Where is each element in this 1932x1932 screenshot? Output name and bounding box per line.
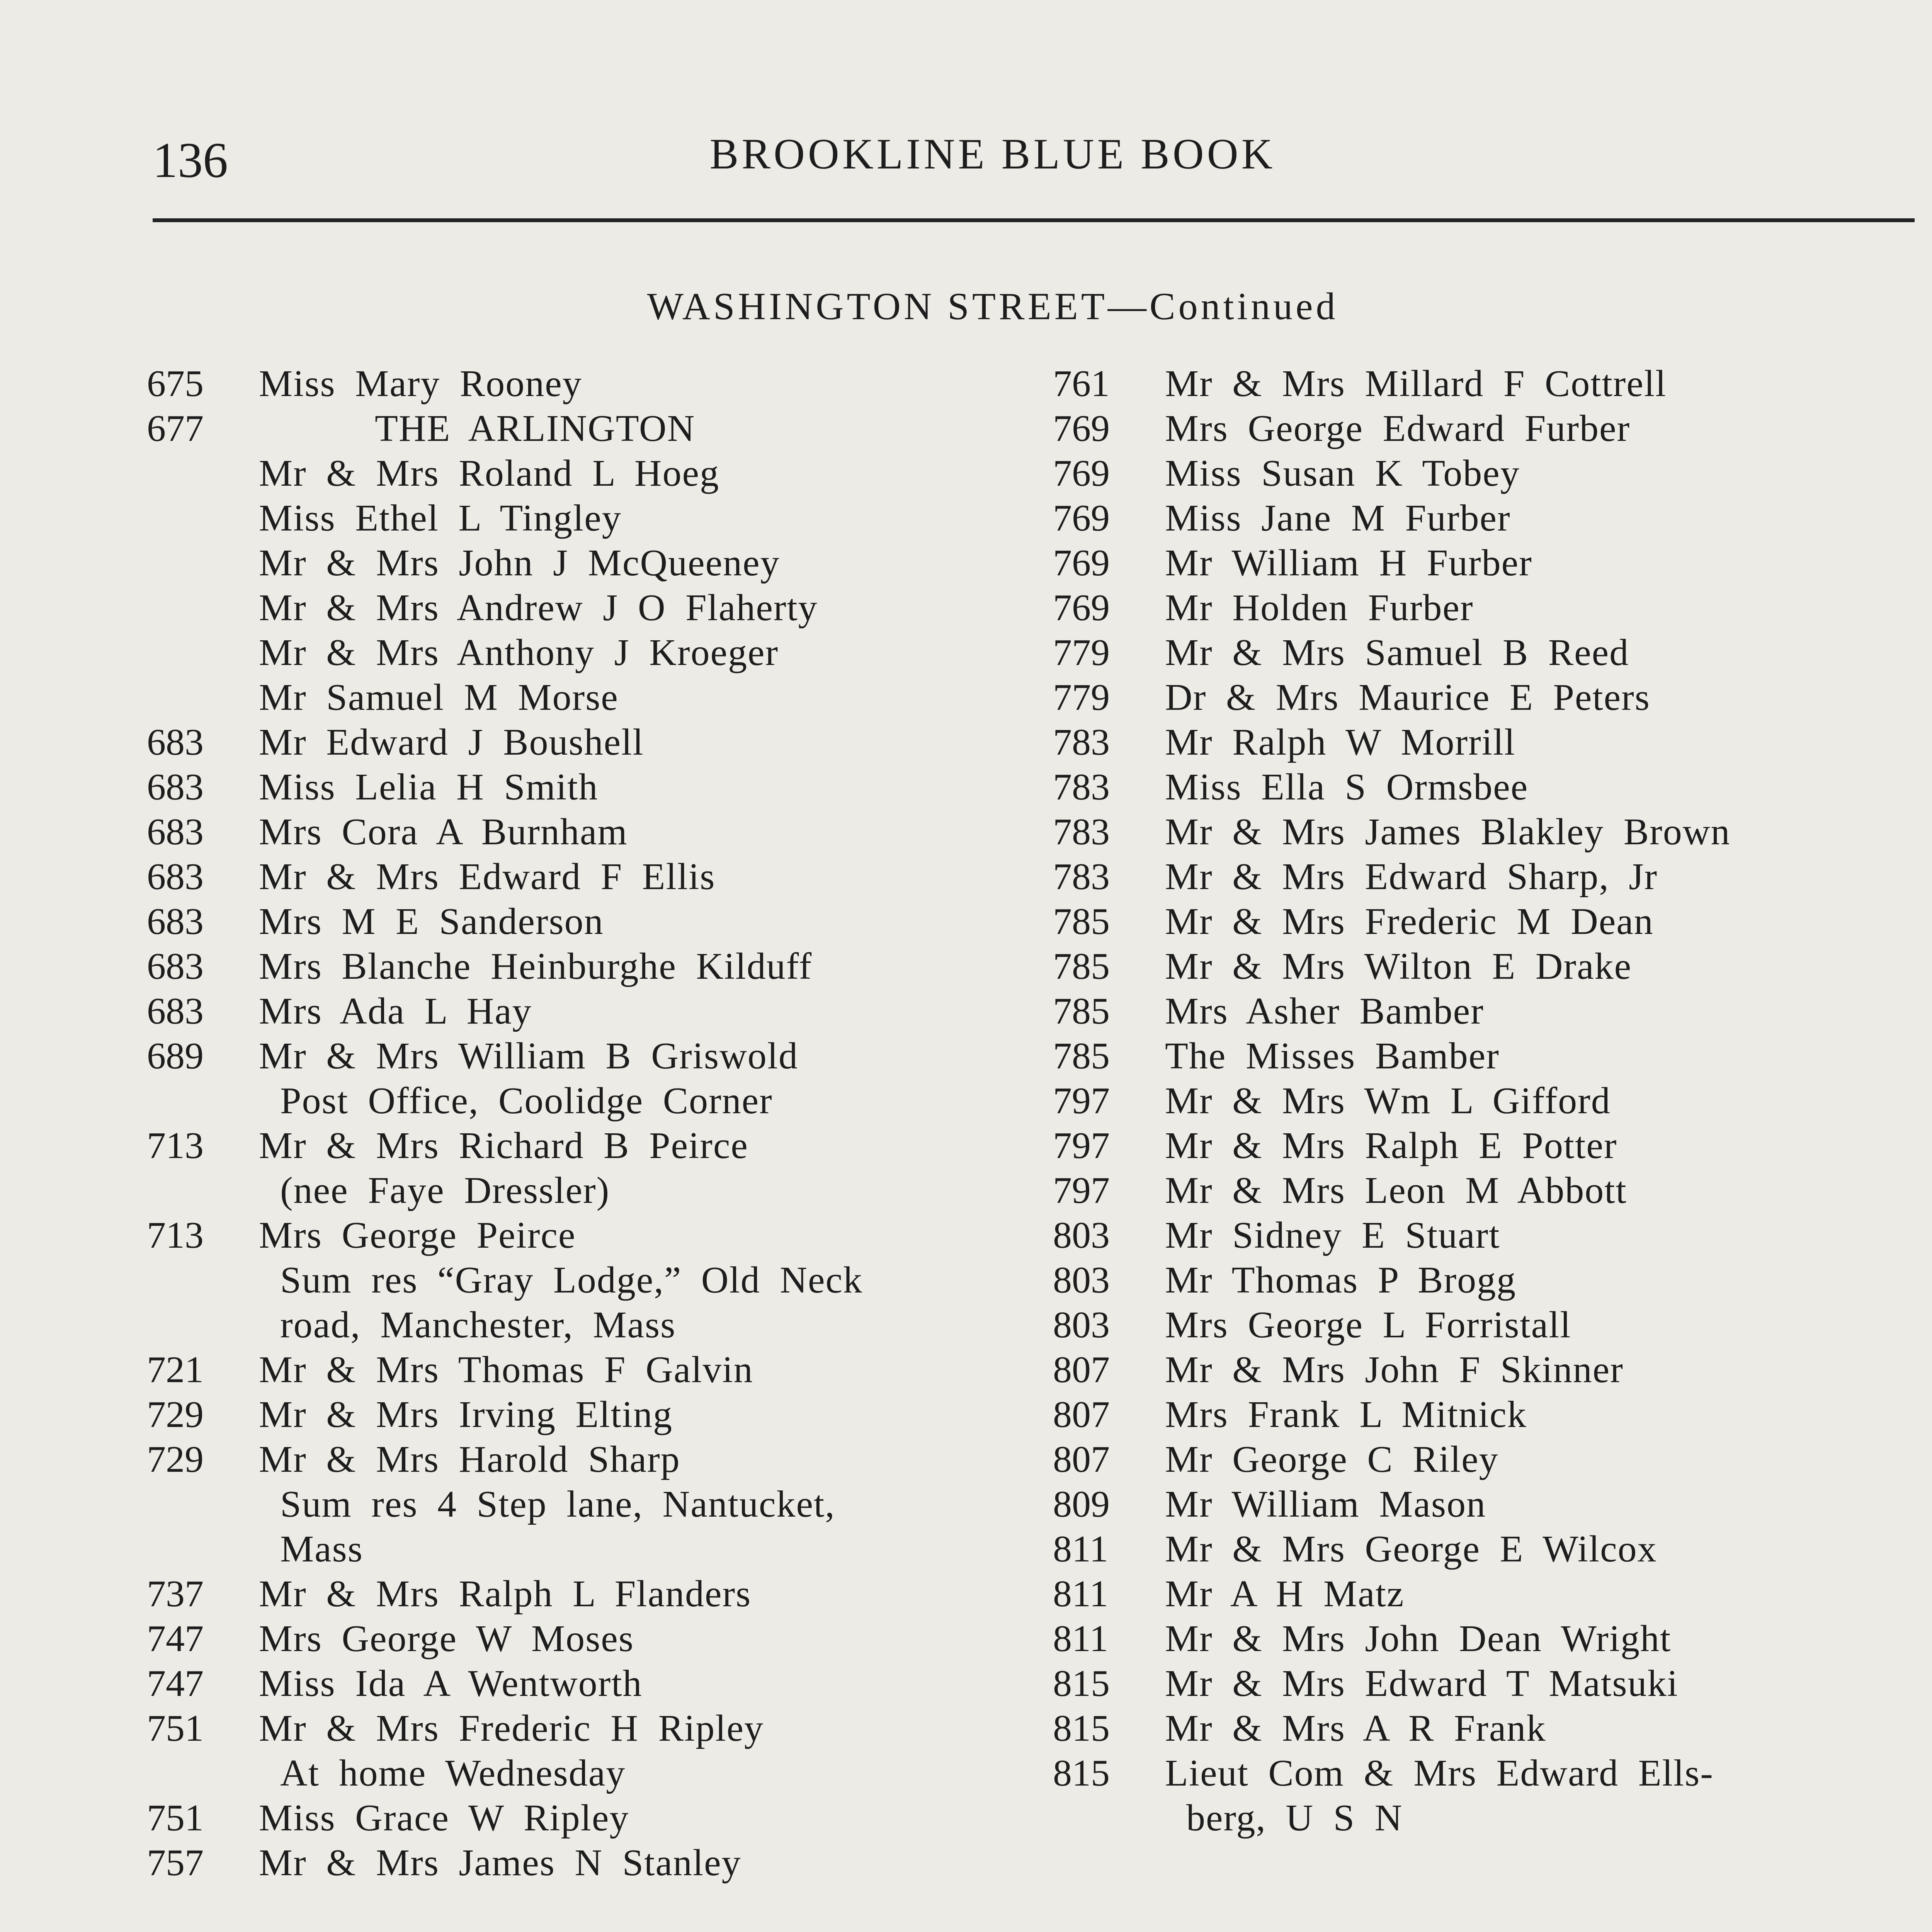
directory-entry [147, 361, 1009, 406]
resident-name: Mrs Asher Bamber [1165, 990, 1484, 1032]
resident-name: Mr & Mrs James N Stanley [259, 1842, 742, 1884]
house-number: 797 [1053, 1080, 1110, 1122]
directory-entry [1053, 1034, 1930, 1078]
resident-name: Mr & Mrs John J McQueeney [259, 542, 780, 584]
directory-entry [1053, 675, 1930, 720]
house-number: 683 [147, 946, 204, 987]
directory-entry [147, 1796, 1009, 1840]
directory-entry [1053, 1437, 1930, 1482]
directory-entry [147, 1034, 1009, 1078]
directory-entry [147, 406, 1009, 451]
resident-name: Miss Jane M Furber [1165, 497, 1511, 539]
directory-entry [1053, 1168, 1930, 1213]
resident-name: Mr & Mrs Samuel B Reed [1165, 632, 1629, 673]
directory-entry [1053, 1213, 1930, 1258]
house-number: 683 [147, 856, 204, 898]
directory-entry [147, 1706, 1009, 1751]
resident-name: Mr Samuel M Morse [259, 677, 619, 718]
directory-entry [147, 854, 1009, 899]
resident-name: Mrs Ada L Hay [259, 990, 532, 1032]
resident-name: road, Manchester, Mass [280, 1304, 676, 1346]
resident-name: Miss Ethel L Tingley [259, 497, 622, 539]
directory-entry [1053, 944, 1930, 989]
house-number: 785 [1053, 1035, 1110, 1077]
resident-name: Mr & Mrs Thomas F Galvin [259, 1349, 753, 1391]
resident-name: Mr & Mrs Roland L Hoeg [259, 452, 719, 494]
resident-name: Mr & Mrs Edward F Ellis [259, 856, 716, 898]
house-number: 683 [147, 990, 204, 1032]
resident-name: Mr & Mrs Wm L Gifford [1165, 1080, 1611, 1122]
directory-entry [1053, 451, 1930, 496]
directory-entry [1053, 361, 1930, 406]
resident-name: Mrs George Edward Furber [1165, 408, 1631, 449]
directory-entry [1053, 1078, 1930, 1123]
house-number: 779 [1053, 677, 1110, 718]
resident-name: (nee Faye Dressler) [280, 1170, 610, 1211]
resident-name: Mr Sidney E Stuart [1165, 1214, 1500, 1256]
directory-entry [1053, 541, 1930, 585]
directory-entry [147, 1661, 1009, 1706]
resident-name: Mr & Mrs Leon M Abbott [1165, 1170, 1627, 1211]
house-number: 785 [1053, 946, 1110, 987]
directory-entry [147, 630, 1009, 675]
directory-entry [147, 720, 1009, 765]
house-number: 811 [1053, 1528, 1109, 1570]
directory-entry [147, 1437, 1009, 1482]
resident-name: Miss Lelia H Smith [259, 766, 599, 808]
house-number: 683 [147, 811, 204, 853]
directory-entry [1053, 1571, 1930, 1616]
resident-name: Mrs George L Forristall [1165, 1304, 1571, 1346]
resident-name: Lieut Com & Mrs Edward Ells- [1165, 1752, 1714, 1794]
house-number: 769 [1053, 497, 1110, 539]
directory-entry [147, 765, 1009, 810]
resident-name: Mr & Mrs Edward T Matsuki [1165, 1663, 1679, 1704]
house-number: 751 [147, 1797, 204, 1839]
directory-entry [1053, 1123, 1930, 1168]
house-number: 769 [1053, 587, 1110, 629]
resident-name: Mr & Mrs Edward Sharp, Jr [1165, 856, 1658, 898]
directory-entry [1053, 989, 1930, 1034]
running-head: BROOKLINE BLUE BOOK [709, 130, 1276, 178]
house-number: 783 [1053, 766, 1110, 808]
house-number: 729 [147, 1439, 204, 1480]
house-number: 751 [147, 1708, 204, 1749]
house-number: 797 [1053, 1125, 1110, 1167]
house-number: 683 [147, 721, 204, 763]
house-number: 713 [147, 1125, 204, 1167]
directory-entry [1053, 1751, 1930, 1796]
resident-name: Miss Susan K Tobey [1165, 452, 1520, 494]
directory-entry [1053, 1661, 1930, 1706]
house-number: 761 [1053, 363, 1110, 405]
resident-name: Mr & Mrs Ralph E Potter [1165, 1125, 1617, 1167]
resident-name: Mrs Blanche Heinburghe Kilduff [259, 946, 813, 987]
directory-entry [1053, 1303, 1930, 1347]
directory-entry [147, 496, 1009, 541]
resident-name: The Misses Bamber [1165, 1035, 1500, 1077]
directory-entry [1053, 810, 1930, 854]
house-number: 689 [147, 1035, 204, 1077]
resident-name: THE ARLINGTON [375, 408, 696, 449]
resident-name: Mr & Mrs Anthony J Kroeger [259, 632, 779, 673]
directory-entry [147, 1840, 1009, 1885]
resident-name: Mr & Mrs Frederic H Ripley [259, 1708, 764, 1749]
directory-entry [1053, 1347, 1930, 1392]
directory-entry [1053, 1616, 1930, 1661]
resident-name: Mr Thomas P Brogg [1165, 1259, 1517, 1301]
directory-entry [147, 989, 1009, 1034]
resident-name: Mr & Mrs Andrew J O Flaherty [259, 587, 818, 629]
resident-name: Miss Ida A Wentworth [259, 1663, 643, 1704]
resident-name: Miss Ella S Ormsbee [1165, 766, 1529, 808]
resident-name: Miss Grace W Ripley [259, 1797, 629, 1839]
resident-name: Mr A H Matz [1165, 1573, 1405, 1615]
house-number: 797 [1053, 1170, 1110, 1211]
house-number: 747 [147, 1618, 204, 1660]
house-number: 683 [147, 766, 204, 808]
directory-entry [1053, 1706, 1930, 1751]
house-number: 769 [1053, 408, 1110, 449]
house-number: 757 [147, 1842, 204, 1884]
house-number: 815 [1053, 1752, 1110, 1794]
house-number: 807 [1053, 1349, 1110, 1391]
directory-entry [147, 1258, 1009, 1303]
house-number: 729 [147, 1394, 204, 1435]
directory-entry [1053, 720, 1930, 765]
directory-entry [1053, 1527, 1930, 1571]
house-number: 803 [1053, 1259, 1110, 1301]
resident-name: Mass [280, 1528, 363, 1570]
directory-entry [1053, 765, 1930, 810]
house-number: 807 [1053, 1394, 1110, 1435]
directory-entry [1053, 406, 1930, 451]
resident-name: Sum res “Gray Lodge,” Old Neck [280, 1259, 863, 1301]
directory-entry [147, 1347, 1009, 1392]
house-number: 747 [147, 1663, 204, 1704]
directory-entry [147, 1482, 1009, 1527]
page-number: 136 [153, 133, 228, 188]
directory-entry [147, 585, 1009, 630]
resident-name: Sum res 4 Step lane, Nantucket, [280, 1483, 835, 1525]
directory-entry [147, 1571, 1009, 1616]
directory-entry [147, 1213, 1009, 1258]
house-number: 769 [1053, 452, 1110, 494]
house-number: 785 [1053, 901, 1110, 942]
directory-entry [1053, 1392, 1930, 1437]
directory-entry [147, 451, 1009, 496]
resident-name: Mr & Mrs Irving Elting [259, 1394, 673, 1435]
resident-name: At home Wednesday [280, 1752, 626, 1794]
resident-name: Mr William H Furber [1165, 542, 1532, 584]
directory-entry [147, 1527, 1009, 1571]
house-number: 721 [147, 1349, 204, 1391]
directory-entry [147, 944, 1009, 989]
resident-name: Mrs M E Sanderson [259, 901, 604, 942]
resident-name: Mr & Mrs Millard F Cottrell [1165, 363, 1667, 405]
house-number: 783 [1053, 721, 1110, 763]
directory-entry [147, 1123, 1009, 1168]
house-number: 809 [1053, 1483, 1110, 1525]
directory-entry [147, 810, 1009, 854]
house-number: 675 [147, 363, 204, 405]
directory-entry [147, 675, 1009, 720]
washington-left-column [147, 361, 1009, 1885]
resident-name: Post Office, Coolidge Corner [280, 1080, 773, 1122]
resident-name: Mr & Mrs Wilton E Drake [1165, 946, 1632, 987]
house-number: 779 [1053, 632, 1110, 673]
resident-name: Mr & Mrs John F Skinner [1165, 1349, 1624, 1391]
resident-name: Mrs George Peirce [259, 1214, 576, 1256]
resident-name: Mr & Mrs Ralph L Flanders [259, 1573, 752, 1615]
directory-entry [147, 541, 1009, 585]
house-number: 785 [1053, 990, 1110, 1032]
resident-name: Mrs Cora A Burnham [259, 811, 628, 853]
house-number: 811 [1053, 1618, 1109, 1660]
resident-name: Mrs George W Moses [259, 1618, 634, 1660]
directory-entry [1053, 630, 1930, 675]
directory-entry [1053, 1796, 1930, 1840]
header-rule [153, 218, 1915, 222]
directory-entry [147, 1303, 1009, 1347]
resident-name: Mr & Mrs Frederic M Dean [1165, 901, 1654, 942]
directory-entry [1053, 854, 1930, 899]
house-number: 803 [1053, 1214, 1110, 1256]
directory-entry [1053, 1258, 1930, 1303]
directory-entry [147, 1392, 1009, 1437]
house-number: 713 [147, 1214, 204, 1256]
resident-name: Mr & Mrs Harold Sharp [259, 1439, 680, 1480]
house-number: 737 [147, 1573, 204, 1615]
resident-name: Mr & Mrs John Dean Wright [1165, 1618, 1672, 1660]
resident-name: Mr & Mrs James Blakley Brown [1165, 811, 1731, 853]
resident-name: Mr Ralph W Morrill [1165, 721, 1516, 763]
house-number: 811 [1053, 1573, 1109, 1615]
directory-entry [1053, 899, 1930, 944]
directory-entry [147, 899, 1009, 944]
house-number: 815 [1053, 1663, 1110, 1704]
washington-street-title: WASHINGTON STREET—Continued [647, 285, 1338, 328]
resident-name: Mrs Frank L Mitnick [1165, 1394, 1527, 1435]
house-number: 769 [1053, 542, 1110, 584]
resident-name: Miss Mary Rooney [259, 363, 582, 405]
resident-name: berg, U S N [1186, 1797, 1403, 1839]
resident-name: Mr Edward J Boushell [259, 721, 644, 763]
resident-name: Mr George C Riley [1165, 1439, 1499, 1480]
resident-name: Mr Holden Furber [1165, 587, 1474, 629]
resident-name: Mr William Mason [1165, 1483, 1486, 1525]
house-number: 807 [1053, 1439, 1110, 1480]
resident-name: Mr & Mrs A R Frank [1165, 1708, 1546, 1749]
directory-entry [1053, 1482, 1930, 1527]
directory-entry [147, 1751, 1009, 1796]
resident-name: Mr & Mrs William B Griswold [259, 1035, 798, 1077]
house-number: 783 [1053, 811, 1110, 853]
directory-entry [147, 1078, 1009, 1123]
house-number: 803 [1053, 1304, 1110, 1346]
directory-entry [147, 1616, 1009, 1661]
house-number: 783 [1053, 856, 1110, 898]
resident-name: Dr & Mrs Maurice E Peters [1165, 677, 1650, 718]
directory-entry [1053, 496, 1930, 541]
resident-name: Mr & Mrs Richard B Peirce [259, 1125, 748, 1167]
resident-name: Mr & Mrs George E Wilcox [1165, 1528, 1657, 1570]
house-number: 815 [1053, 1708, 1110, 1749]
directory-entry [147, 1168, 1009, 1213]
washington-right-column [1053, 361, 1930, 1840]
house-number: 677 [147, 408, 204, 449]
directory-entry [1053, 585, 1930, 630]
house-number: 683 [147, 901, 204, 942]
